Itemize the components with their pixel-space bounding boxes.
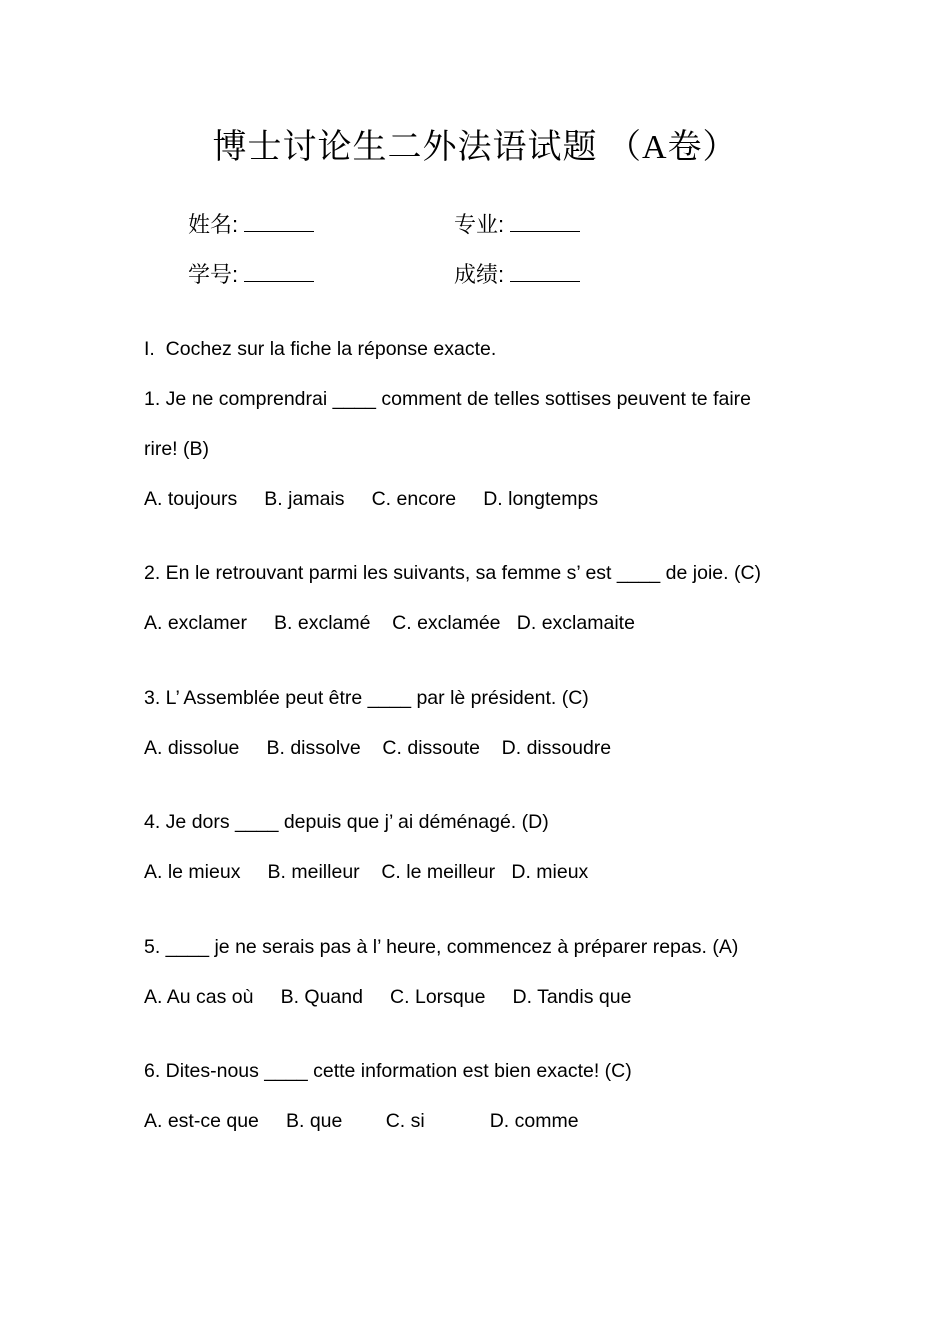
question-5-options: A. Au cas où B. Quand C. Lorsque D. Tandis que (144, 986, 632, 1008)
major-blank[interactable] (510, 211, 580, 232)
score-label: 成绩: (454, 262, 505, 287)
question-3-options: A. dissolue B. dissolve C. dissoute D. dissoudre (144, 737, 612, 759)
question-5-line-1: 5. ____ je ne serais pas à l’ heure, commencez à préparer repas. (A) (144, 936, 739, 958)
name-label: 姓名: (188, 212, 239, 237)
exam-title: 博士讨论生二外法语试题 （A卷） (212, 129, 738, 166)
question-1-line-1: 1. Je ne comprendrai ____ comment de telles sottises peuvent te faire (144, 388, 752, 410)
question-4-line-1: 4. Je dors ____ depuis que j’ ai déménagé. (D) (144, 811, 549, 833)
score-blank[interactable] (510, 261, 580, 282)
question-6-line-1: 6. Dites-nous ____ cette information est bien exacte! (C) (144, 1060, 632, 1082)
name-field (188, 210, 314, 240)
name-blank[interactable] (244, 211, 314, 232)
major-field (454, 210, 580, 240)
question-2-options: A. exclamer B. exclamé C. exclamée D. exclamaite (144, 612, 635, 634)
student-id-blank[interactable] (244, 261, 314, 282)
major-label: 专业: (454, 212, 505, 237)
section-instruction: I. Cochez sur la fiche la réponse exacte. (144, 338, 497, 360)
question-6-options: A. est-ce que B. que C. si D. comme (144, 1110, 579, 1132)
question-1-line-2: rire! (B) (144, 438, 209, 460)
question-2-line-1: 2. En le retrouvant parmi les suivants, sa femme s’ est ____ de joie. (C) (144, 562, 762, 584)
question-1-options: A. toujours B. jamais C. encore D. longtemps (144, 488, 599, 510)
student-id-label: 学号: (188, 262, 239, 287)
question-4-options: A. le mieux B. meilleur C. le meilleur D. mieux (144, 861, 589, 883)
score-field (454, 260, 580, 290)
student-id-field (188, 260, 314, 290)
question-3-line-1: 3. L’ Assemblée peut être ____ par lè président. (C) (144, 687, 589, 709)
